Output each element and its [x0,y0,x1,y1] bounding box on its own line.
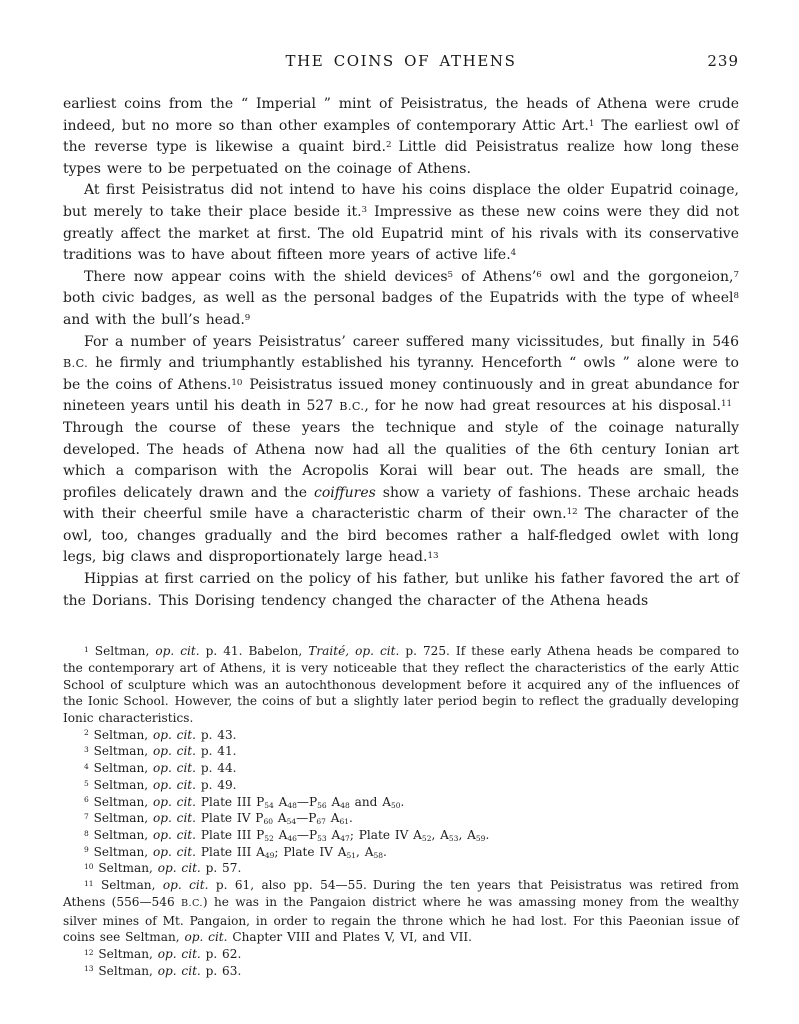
footnote-item: $^4$ Seltman, op. cit. p. 44. [84,761,237,776]
footnote-item: $^7$ Seltman, op. cit. Plate IV $P_{60}$ $A_{54}—P_{67}$ $A_{61}$. [84,811,353,827]
running-title: THE COINS OF ATHENS [285,52,517,70]
page-content [63,52,739,979]
body-paragraph: At first Peisistratus did not intend to have his coins displace the older Eupatrid coinage, but merely to take their place beside it.$^3$ Impressive as these new coins were they did not greatly affect the market at first. The old Eupatrid mint of his rivals with its conservative traditions was to have about fifteen more years of active life.$^4$ [63,182,740,264]
footnote-item: $^9$ Seltman, op. cit. Plate III $A_{49}$; Plate IV $A_{51}$, $A_{58}$. [84,844,387,860]
footnote-item: $^6$ Seltman, op. cit. Plate III $P_{54}$ $A_{48}—P_{56}$ $A_{48}$ and $A_{50}$. [84,794,405,810]
page-number: 239 [707,52,739,70]
body-paragraph: For a number of years Peisistratus’ career suffered many vicissitudes, but finally in 546 B.C. he firmly and triumphantly established his tyranny. Henceforth “ owls ” alone were to be the coins of Athens.$^{10}$ Peisistratus issued money continuously and in great abundance for nineteen years until his death in 527 B.C., for he now had great resources at his disposal.$^{11}$ Through the course of these years the technique and style of the coinage naturally developed. The heads of Athena now had all the qualities of the 6th century Ionian art which a comparison with the Acropolis Korai will bear out. The heads are small, the profiles delicately drawn and the coiffures show a variety of fashions. These archaic heads with their cheerful smile have a characteristic charm of their own.$^{12}$ The character of the owl, too, changes gradually and the bird becomes rather a half-fledged owlet with long legs, big claws and disproportionately large head.$^{13}$ [63,333,740,566]
footnote-item: $^2$ Seltman, op. cit. p. 43. [84,727,237,742]
body-paragraph: earliest coins from the “ Imperial ” mint of Peisistratus, the heads of Athena were crude indeed, but no more so than other examples of contemporary Attic Art.$^1$ The earliest owl of the reverse type is likewise a quaint bird.$^2$ Little did Peisistratus realize how long these types were to be perpetuated on the coinage of Athens. [63,96,739,177]
footnote-item: $^3$ Seltman, op. cit. p. 41. [84,744,237,759]
page-header [63,52,739,72]
body-paragraph: Hippias at first carried on the policy of his father, but unlike his father favored the art of the Dorians. This Dorising tendency changed the character of the Athena heads [63,571,739,609]
footnotes-section [63,643,739,979]
footnote-item: $^{10}$ Seltman, op. cit. p. 57. [84,861,242,876]
footnote-item: $^5$ Seltman, op. cit. p. 49. [84,777,237,792]
body-text [63,94,739,612]
body-paragraph: There now appear coins with the shield devices$^5$ of Athens’$^6$ owl and the gorgoneion,$^7$ both civic badges, as well as the personal badges of the Eupatrids with the type of wheel$^8$ and with the bull’s head.$^9$ [63,268,739,328]
footnote-item: $^{13}$ Seltman, op. cit. p. 63. [84,963,242,978]
footnote-item: $^{11}$ Seltman, op. cit. p. 61, also pp. 54—55. During the ten years that Peisistratus was retired from Athens (556—546 B.C.) he was in the Pangaion district where he was amassing money from the wealthy silver mines of Mt. Pangaion, in order to regain the throne which he had lost. For this Paeonian issue of coins see Seltman, op. cit. Chapter VIII and Plates V, VI, and VII. [63,878,740,945]
footnote-item: $^{12}$ Seltman, op. cit. p. 62. [84,946,242,961]
footnote-item: $^8$ Seltman, op. cit. Plate III $P_{52}$ $A_{46}—P_{53}$ $A_{47}$; Plate IV $A_{52}$, $A_{53}$, $A_{59}$. [84,827,490,844]
footnote-item: $^1$ Seltman, op. cit. p. 41. Babelon, Traité, op. cit. p. 725. If these early Athena heads be compared to the contemporary art of Athens, it is very noticeable that they reflect the characteristics of the early Attic School of sculpture which was an autochthonous development before it acquired any of the influences of the Ionic School. However, the coins of but a slightly later period begin to reflect the gradually developing Ionic characteristics. [63,644,739,726]
